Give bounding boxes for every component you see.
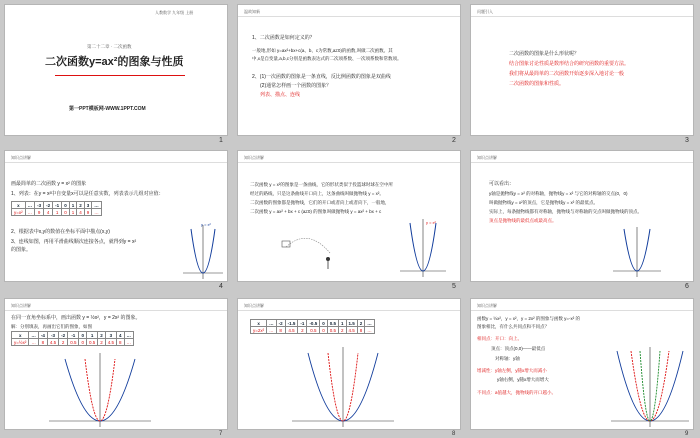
text-line: 图象相比，有什么共同点和不同点？: [477, 324, 549, 329]
divider: [238, 310, 460, 311]
table-cell: 2: [59, 339, 68, 346]
slide-number: 5: [452, 283, 456, 290]
table-cell: -4: [38, 332, 47, 339]
table-cell: 2: [77, 202, 85, 209]
table-cell: x: [251, 320, 267, 327]
text-line: 实际上，每条抛物线都有对称轴，抛物线与对称轴的交点叫做抛物线的顶点。: [489, 209, 642, 214]
table-cell: -0.5: [307, 320, 320, 327]
text-line: 二次函数的图象都是抛物线，它们的开口或者向上或者向下，一般地，: [250, 200, 390, 205]
table-cell: …: [365, 320, 375, 327]
slide-thumbnail-5[interactable]: [237, 150, 461, 282]
table-cell: x: [12, 202, 26, 209]
text-line: 在同一直角坐标系中，画出函数 y = ½x²，y = 2x² 的图象。: [11, 315, 141, 321]
divider: [5, 310, 227, 311]
table-cell: 0.5: [307, 327, 320, 334]
table-cell: …: [92, 202, 102, 209]
table-cell: -2: [59, 332, 68, 339]
table-cell: -1.5: [285, 320, 298, 327]
slide-header: 知识点讲解: [244, 303, 264, 308]
text-line: 二次函数 y = x²的图象是一条曲线，它的形状类似于投篮球时球在空中所: [250, 182, 393, 187]
table-cell: 4.5: [346, 327, 357, 334]
table-cell: 0.5: [86, 339, 97, 346]
table-cell: …: [267, 320, 277, 327]
divider: [471, 162, 693, 163]
slide-header: 知识点讲解: [11, 303, 31, 308]
text-line: 画最简单的二次函数 y = x² 的图象: [11, 181, 87, 187]
text-line: 2、根据表中x,y的数值在坐标平面中描点(x,y): [11, 229, 110, 235]
table-cell: -1: [53, 202, 62, 209]
definition-line-2: 中,x是自变量,a,b,c分别是函数表达式的二次项系数、一次项系数和常数项。: [252, 56, 402, 61]
table-cell: …: [29, 332, 39, 339]
table-cell: 4: [117, 332, 125, 339]
table-cell: 4: [77, 209, 85, 216]
definition-line-1: 一般地,形如 y=ax²+bx+c(a、b、c为常数,a≠0)的函数,叫做二次函数。其: [252, 48, 393, 53]
text-line: 的图象。: [11, 247, 32, 253]
parabola-graph: [181, 223, 225, 281]
table-cell: …: [267, 327, 277, 334]
question-line: 二次函数的图象是什么形状呢？: [509, 51, 580, 57]
chapter-label: 第二十二章 · 二次函数: [87, 44, 132, 49]
divider: [238, 162, 460, 163]
slide-header: 知识点讲解: [477, 303, 497, 308]
table-cell: 0: [79, 339, 87, 346]
parabola-graph: [611, 225, 663, 279]
table-cell: 4.5: [285, 327, 298, 334]
table-cell: 8: [38, 339, 47, 346]
question-3: (2)通常怎样画一个函数的图象？: [260, 83, 332, 89]
text-line: 函数y = ½x²，y = x²，y = 2x² 的图象与函数 y=-x² 的: [477, 316, 581, 321]
slide-thumbnail-2[interactable]: [237, 4, 461, 136]
parabola-graph: [288, 345, 398, 429]
slide-number: 2: [452, 137, 456, 144]
table-cell: 0: [79, 332, 87, 339]
slide-number: 1: [219, 137, 223, 144]
table-cell: 9: [84, 209, 92, 216]
slide-header: 知识点讲解: [11, 155, 31, 160]
table-cell: 8: [117, 339, 125, 346]
table-cell: 4.5: [105, 339, 116, 346]
slide-number: 4: [219, 283, 223, 290]
slide-thumbnail-1[interactable]: [4, 4, 228, 136]
table-cell: 8: [276, 327, 285, 334]
text-line: 相同点：开口：向上。: [477, 336, 522, 341]
table-cell: 0.5: [327, 320, 338, 327]
table-cell: 0.5: [327, 327, 338, 334]
table-cell: 8: [357, 327, 365, 334]
table-cell: 3: [84, 202, 92, 209]
value-table: [250, 319, 375, 334]
slide-header: 温故知新: [244, 9, 260, 14]
slide-thumbnail-9[interactable]: [470, 298, 694, 430]
footer-text: 第一PPT模板网-WWW.1PPT.COM: [69, 106, 146, 112]
table-cell: -3: [47, 332, 58, 339]
slide-thumbnail-3[interactable]: [470, 4, 694, 136]
text-line: 二次函数的图象和性质。: [509, 81, 565, 87]
text-line: y轴是抛物线y = x² 的对称轴，抛物线y = x² 与它的对称轴的交点(0，0): [489, 191, 628, 196]
slide-thumbnail-7[interactable]: [4, 298, 228, 430]
text-line: 可以看出：: [489, 181, 515, 187]
curve-label: y = x²: [426, 220, 436, 225]
parabola-graph: [398, 217, 448, 279]
text-line: 对称轴：y轴: [495, 356, 520, 361]
curve-label: y = x²: [201, 222, 211, 227]
table-cell: 2: [98, 339, 106, 346]
text-line: 我们将从最简单的二次函数开始逐步深入地讨论一般: [509, 71, 625, 77]
slide-thumbnail-6[interactable]: [470, 150, 694, 282]
slide-header: 知识点讲解: [244, 155, 264, 160]
slide-header: 问题引入: [477, 9, 493, 14]
table-cell: 0: [62, 202, 70, 209]
divider: [471, 310, 693, 311]
table-cell: 2: [298, 327, 307, 334]
slide-number: 6: [685, 283, 689, 290]
table-cell: -1: [68, 332, 79, 339]
slide-number: 9: [685, 431, 689, 437]
divider: [238, 16, 460, 17]
text-line: 增减性：y轴左侧，y随x增大而减小: [477, 368, 547, 373]
text-line: 二次函数 y = ax² + bx + c (a≠0) 的图象叫做抛物线 y = ax² + bx + c: [250, 209, 382, 214]
table-cell: 1: [53, 209, 62, 216]
table-cell: …: [365, 327, 375, 334]
value-table: [11, 331, 134, 346]
table-cell: 0: [320, 320, 328, 327]
table-cell: …: [92, 209, 102, 216]
table-cell: -2: [44, 202, 53, 209]
table-cell: y=x²: [12, 209, 26, 216]
text-line: 1、列表：在y = x²中自变量x可以是任意实数，列表表示几组对应值：: [11, 191, 164, 197]
value-table: [11, 201, 102, 216]
slide-number: 3: [685, 137, 689, 144]
table-cell: 4: [44, 209, 53, 216]
table-cell: …: [29, 339, 39, 346]
table-cell: -1: [298, 320, 307, 327]
text-line: 不同点：a值越大，抛物线的开口越小。: [477, 390, 557, 395]
title-underline: [55, 75, 185, 76]
text-line: 结合图象讨论性质是数形结合的研究函数的重要方法。: [509, 61, 630, 67]
table-cell: -2: [276, 320, 285, 327]
table-cell: 2: [98, 332, 106, 339]
divider: [5, 162, 227, 163]
method-answer: 列表、描点、连线: [260, 92, 301, 98]
slide-thumbnail-8[interactable]: [237, 298, 461, 430]
text-line: y轴右侧，y随x增大而增大: [497, 377, 549, 382]
table-cell: 1: [338, 320, 346, 327]
slide-number: 7: [219, 431, 223, 437]
table-cell: 0: [62, 209, 70, 216]
table-cell: …: [124, 332, 134, 339]
text-line: 经过的路线，只是这条曲线开口向上，这条曲线叫做抛物线 y = x²。: [250, 191, 384, 196]
table-cell: 1: [69, 202, 77, 209]
table-cell: y=2x²: [251, 327, 267, 334]
parabola-graph: [45, 351, 155, 429]
slide-number: 8: [452, 431, 456, 437]
table-cell: 4.5: [47, 339, 58, 346]
parabola-graph: [609, 345, 691, 429]
slide-header: 知识点讲解: [477, 155, 497, 160]
divider: [471, 16, 693, 17]
table-cell: …: [25, 209, 35, 216]
table-cell: 1: [86, 332, 97, 339]
text-line: 3、连线如图，再用平滑曲线顺次连接各点，就得到y = x²: [11, 239, 137, 245]
basketball-illustration: [278, 223, 338, 273]
table-cell: …: [124, 339, 134, 346]
table-cell: x: [12, 332, 29, 339]
table-cell: 1.5: [346, 320, 357, 327]
table-cell: 9: [35, 209, 44, 216]
table-cell: -3: [35, 202, 44, 209]
text-line: 解：分别填表，再画出它们的图象，如图: [11, 324, 92, 329]
table-cell: 0.5: [68, 339, 79, 346]
table-cell: …: [25, 202, 35, 209]
table-cell: 1: [69, 209, 77, 216]
table-cell: 2: [338, 327, 346, 334]
slide-header: 人教数学 九年级 上册: [155, 10, 194, 15]
table-cell: y=½x²: [12, 339, 29, 346]
slide-title: 二次函数y=ax²的图象与性质: [45, 56, 184, 68]
text-line: 叫做抛物线y = x²的顶点，它是抛物线y = x² 的最低点。: [489, 200, 599, 205]
text-line: 顶点是抛物线的最低点或最高点。: [489, 218, 557, 223]
table-cell: 2: [357, 320, 365, 327]
text-line: 顶点：顶点(0,0)——最低点: [491, 346, 546, 351]
table-cell: 0: [320, 327, 328, 334]
slide-thumbnail-4[interactable]: [4, 150, 228, 282]
table-cell: 3: [105, 332, 116, 339]
question-2: 2、(1)一次函数的图象是一条直线，反比例函数的图象是双曲线: [252, 74, 391, 80]
question-1: 1、二次函数是如何定义的？: [252, 35, 315, 41]
